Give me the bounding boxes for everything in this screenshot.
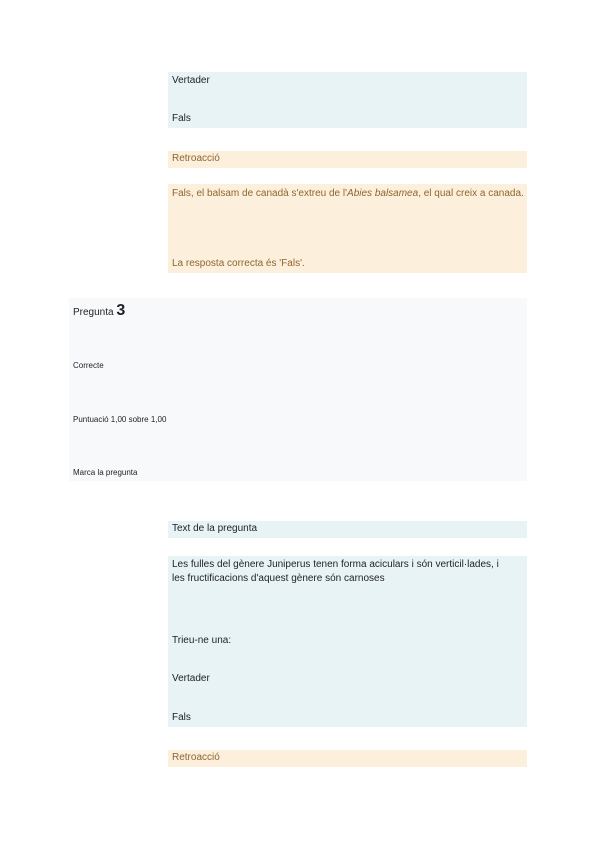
q3-number: 3 — [116, 302, 126, 319]
q3-feedback-header — [168, 750, 527, 767]
q3-status: Correcte — [73, 361, 104, 370]
q2-option-true[interactable]: Vertader — [172, 75, 210, 86]
q2-feedback-text-before: Fals, el balsam de canadà s'extreu de l' — [172, 188, 348, 199]
q2-correct-answer: La resposta correcta és 'Fals'. — [172, 258, 305, 269]
q3-question-content — [168, 556, 527, 727]
q2-answer-box — [168, 72, 527, 128]
q3-option-false[interactable]: Fals — [172, 712, 191, 723]
q3-score: Puntuació 1,00 sobre 1,00 — [73, 415, 167, 424]
q2-feedback-header — [168, 151, 527, 168]
q3-info-panel — [69, 298, 527, 481]
q3-question-text-header — [168, 521, 527, 538]
q2-option-false[interactable]: Fals — [172, 113, 191, 124]
q3-prompt: Trieu-ne una: — [172, 635, 232, 646]
q3-label: Pregunta — [73, 307, 114, 318]
q3-feedback-header-label: Retroacció — [172, 752, 220, 763]
q2-feedback-header-label: Retroacció — [172, 153, 220, 164]
q2-feedback-text-after: , el qual creix a canada. — [418, 188, 524, 199]
q2-feedback-text-italic: Abies balsamea — [347, 188, 419, 199]
q2-feedback-body — [168, 184, 527, 273]
q3-heading — [73, 302, 125, 320]
q3-question-text-header-label: Text de la pregunta — [172, 523, 258, 534]
q3-flag[interactable]: Marca la pregunta — [73, 468, 138, 477]
q3-option-true[interactable]: Vertader — [172, 673, 210, 684]
q2-feedback-text — [172, 187, 524, 201]
q3-question-text: Les fulles del gènere Juniperus tenen forma aciculars i són verticil·lades, i les fructificacions d'aquest gènere són carnoses — [172, 559, 499, 584]
